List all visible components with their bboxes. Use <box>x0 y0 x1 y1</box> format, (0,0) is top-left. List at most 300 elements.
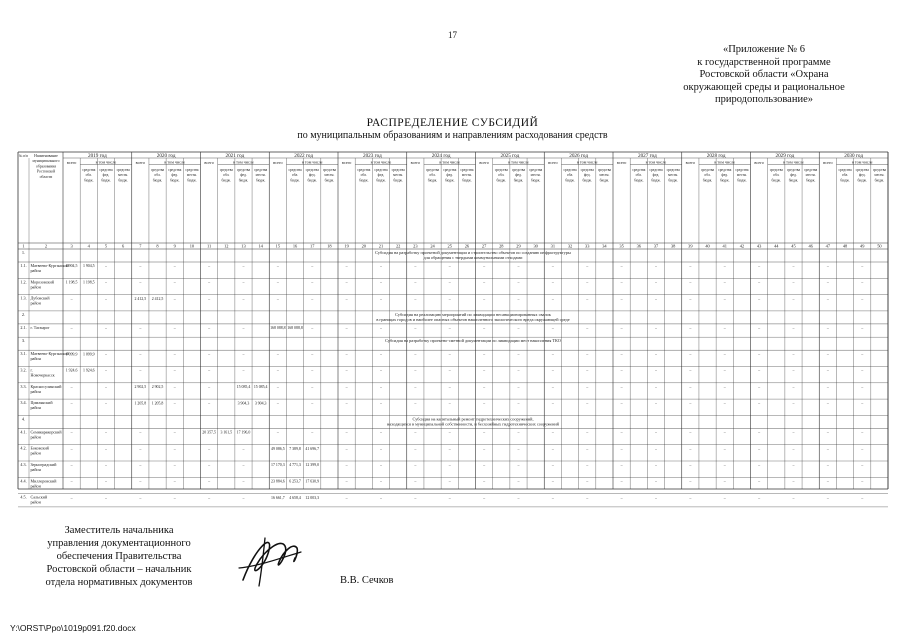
table-cell-dash: – <box>517 384 520 389</box>
municipality-name: район <box>30 405 41 411</box>
subheader-source: бюдж. <box>152 178 163 183</box>
table-cell-dash: – <box>345 351 348 357</box>
table-cell-dash: – <box>345 494 348 500</box>
column-number: 6 <box>122 243 125 249</box>
table-cell-dash: – <box>311 279 314 285</box>
table-cell-dash: – <box>379 494 382 500</box>
table-cell-value: 6 253,7 <box>289 479 301 484</box>
table-cell-value: 49 086,5 <box>271 446 285 451</box>
signer-name: В.В. Сечков <box>340 575 394 586</box>
table-cell-dash: – <box>414 325 417 331</box>
section-title: Субсидия на разработку проектной документации и строительство объектов по созданию инфраструктуры <box>375 250 571 255</box>
column-number: 3 <box>70 243 73 249</box>
subheader-source: бюдж. <box>771 178 782 183</box>
column-number: 2 <box>44 243 48 249</box>
table-cell-dash: – <box>104 494 107 500</box>
subheader-source: фед. <box>652 173 660 178</box>
table-cell-dash: – <box>792 429 795 435</box>
table-cell-dash: – <box>758 429 761 435</box>
subheader-source: бюдж. <box>307 178 317 183</box>
table-cell-dash: – <box>826 367 829 373</box>
table-cell-dash: – <box>173 494 176 500</box>
subheader-source: обл. <box>704 173 711 178</box>
table-cell-dash: – <box>586 263 589 269</box>
table-cell-dash: – <box>242 445 245 451</box>
table-cell-dash: – <box>654 462 657 468</box>
table-cell-dash: – <box>104 279 107 285</box>
table-cell-dash: – <box>242 325 245 331</box>
subheader-total: всего <box>754 160 764 165</box>
table-cell-value: 15 085,4 <box>236 385 251 389</box>
table-cell-dash: – <box>723 325 726 331</box>
subheader-source: обл. <box>566 173 574 178</box>
table-cell-dash: – <box>792 367 795 373</box>
subheader-source: бюдж. <box>187 178 197 183</box>
table-cell-dash: – <box>379 367 382 373</box>
annex-line: окружающей среды и рациональное <box>683 81 845 93</box>
table-cell-value: 17 170,3 <box>271 463 285 468</box>
column-number: 43 <box>756 243 762 249</box>
table-cell-dash: – <box>551 462 554 468</box>
table-cell-dash: – <box>242 279 245 285</box>
subheader-source: фед. <box>377 173 385 178</box>
table-cell-dash: – <box>826 263 829 269</box>
column-number: 25 <box>447 243 452 249</box>
table-cell-dash: – <box>620 462 623 468</box>
table-cell-dash: – <box>448 462 451 468</box>
subheader-source: бюдж. <box>530 178 541 183</box>
table-cell-dash: – <box>104 295 107 301</box>
table-cell-dash: – <box>104 462 107 468</box>
table-cell-value: 1 904,5 <box>65 264 78 269</box>
table-cell-dash: – <box>620 400 623 406</box>
subheader-source: средства <box>305 168 319 172</box>
year-header: 2023 год <box>362 153 382 160</box>
column-number: 46 <box>808 243 813 249</box>
subheader-source: обл. <box>154 173 161 178</box>
table-cell-dash: – <box>483 384 486 389</box>
table-cell-dash: – <box>620 279 623 285</box>
table-cell-dash: – <box>620 478 623 484</box>
table-cell-dash: – <box>654 400 657 406</box>
table-cell-dash: – <box>620 429 623 435</box>
table-cell-dash: – <box>758 325 761 331</box>
table-cell-dash: – <box>70 400 73 406</box>
table-cell-dash: – <box>208 494 211 500</box>
table-cell-value: 3 161,5 <box>220 430 233 435</box>
subheader-source: бюдж. <box>651 178 661 183</box>
subheader-source: бюдж. <box>565 178 575 183</box>
subheader-source: средства <box>804 168 818 172</box>
column-number: 44 <box>774 243 779 249</box>
table-cell-dash: – <box>414 384 417 389</box>
column-number: 39 <box>688 243 693 249</box>
table-cell-dash: – <box>586 367 589 373</box>
table-cell-dash: – <box>276 263 279 269</box>
table-cell-dash: – <box>551 384 554 389</box>
table-cell-dash: – <box>448 384 451 389</box>
subheader-total: всего <box>341 160 352 165</box>
subheader-source: бюдж. <box>101 178 111 183</box>
column-number: 14 <box>258 243 263 249</box>
annex-line: «Приложение № 6 <box>722 44 806 55</box>
table-cell-dash: – <box>654 384 657 389</box>
table-cell-value: 16 661,7 <box>271 495 285 500</box>
subheader-source: обл. <box>635 173 642 178</box>
subheader-source: средства <box>872 168 886 172</box>
subheader-source: средства <box>168 168 182 172</box>
table-cell-dash: – <box>620 384 623 389</box>
column-number: 7 <box>139 243 142 249</box>
column-number: 4 <box>87 243 90 249</box>
table-cell-value: 4 771,3 <box>289 463 301 468</box>
table-cell-dash: – <box>758 367 761 373</box>
subheader-source: фед. <box>446 173 454 178</box>
table-cell-dash: – <box>208 325 211 331</box>
table-cell-dash: – <box>517 367 520 373</box>
section-title: в границах городов и наиболее опасных объектов накопленного экологического вреда окружающей среде <box>376 316 570 322</box>
table-cell-dash: – <box>104 367 107 373</box>
row-number: 3.1. <box>20 351 27 357</box>
subheader-source: фед. <box>721 173 729 178</box>
table-cell-dash: – <box>586 400 589 406</box>
table-cell-dash: – <box>311 367 314 373</box>
table-cell-value: 1 924,6 <box>65 368 78 373</box>
table-cell-dash: – <box>551 351 554 357</box>
table-cell-value: 3 904,3 <box>237 401 250 406</box>
table-cell-dash: – <box>758 400 761 406</box>
table-cell-dash: – <box>276 429 279 435</box>
table-cell-dash: – <box>517 478 520 484</box>
table-cell-value: 1 904,5 <box>82 264 95 269</box>
row-number: 1.3. <box>20 295 27 301</box>
table-cell-dash: – <box>70 478 73 484</box>
row-number: 4.1. <box>20 429 27 435</box>
annex-line: природопользование» <box>714 94 813 106</box>
table-cell-dash: – <box>345 462 348 468</box>
table-cell-dash: – <box>345 279 348 285</box>
subheader-included: в том числе <box>508 159 529 165</box>
table-cell-dash: – <box>448 429 451 435</box>
table-cell-dash: – <box>723 445 726 451</box>
column-number: 21 <box>378 243 384 249</box>
section-number: 2. <box>21 311 26 317</box>
table-cell-dash: – <box>861 367 864 373</box>
table-cell-value: 7 389,8 <box>289 446 301 451</box>
table-cell-dash: – <box>379 325 382 331</box>
table-cell-dash: – <box>689 400 692 406</box>
table-cell-dash: – <box>551 367 554 373</box>
signer-line: Заместитель начальника <box>64 525 174 536</box>
subheader-source: бюдж. <box>169 178 180 183</box>
table-cell-dash: – <box>345 445 348 451</box>
table-cell-dash: – <box>483 478 486 484</box>
table-cell-dash: – <box>483 279 486 285</box>
column-number: 47 <box>825 243 831 249</box>
header-municipality: области <box>39 174 53 179</box>
header-municipality: Ростовской <box>36 169 56 174</box>
table-cell-dash: – <box>861 494 864 500</box>
table-cell-dash: – <box>414 279 417 285</box>
subheader-total: всего <box>616 160 627 165</box>
row-number: 3.3. <box>20 383 27 389</box>
table-cell-dash: – <box>861 384 864 389</box>
subheader-source: средства <box>185 168 199 172</box>
column-number: 30 <box>533 243 538 249</box>
table-cell-dash: – <box>448 279 451 285</box>
subheader-source: средства <box>236 168 251 172</box>
table-cell-dash: – <box>104 429 107 435</box>
table-cell-dash: – <box>379 263 382 269</box>
subheader-source: бюдж. <box>238 178 249 183</box>
municipality-name: г. Таганрог <box>30 324 50 330</box>
municipality-name: г. <box>30 367 33 373</box>
table-cell-dash: – <box>345 400 348 406</box>
subheader-source: бюдж. <box>840 178 850 183</box>
table-cell-dash: – <box>517 400 520 406</box>
municipality-name: район <box>30 388 41 394</box>
subheader-source: бюдж. <box>719 178 730 183</box>
table-cell-dash: – <box>586 279 589 285</box>
table-cell-dash: – <box>861 462 864 468</box>
column-number: 48 <box>842 243 848 249</box>
table-cell-dash: – <box>483 445 486 451</box>
column-number: 12 <box>224 243 229 249</box>
table-cell-dash: – <box>517 295 520 301</box>
table-cell-dash: – <box>792 295 795 301</box>
subheader-included: в том числе <box>714 159 736 165</box>
table-cell-value: 12 003,3 <box>305 495 320 500</box>
table-cell-dash: – <box>139 367 142 373</box>
year-header: 2021 год <box>225 153 245 160</box>
subheader-source: бюдж. <box>84 178 94 183</box>
table-cell-dash: – <box>242 295 245 301</box>
table-cell-dash: – <box>758 263 761 269</box>
municipality-name: Морозовский <box>30 279 54 285</box>
table-cell-dash: – <box>139 494 142 500</box>
table-cell-dash: – <box>104 325 107 331</box>
table-cell-dash: – <box>517 445 520 451</box>
municipality-name: район <box>30 268 41 273</box>
subheader-source: средства <box>494 168 508 172</box>
table-cell-dash: – <box>104 263 107 269</box>
subheader-total: всего <box>135 160 146 165</box>
year-header: 2019 год <box>87 153 107 160</box>
table-cell-dash: – <box>139 279 142 285</box>
subheader-source: средства <box>374 168 388 172</box>
municipality-name: район <box>30 300 41 306</box>
year-header: 2022 год <box>294 153 314 160</box>
table-cell-dash: – <box>242 494 245 500</box>
table-cell-dash: – <box>276 400 279 406</box>
subheader-source: фед. <box>240 173 247 178</box>
row-number: 2.1. <box>20 324 27 330</box>
table-cell-dash: – <box>723 295 726 301</box>
subheader-source: местн. <box>461 173 472 178</box>
table-cell-dash: – <box>208 445 211 451</box>
subheader-source: средства <box>563 168 577 172</box>
table-cell-value: 1 198,5 <box>65 280 78 285</box>
table-cell-dash: – <box>242 478 245 484</box>
subheader-total: всего <box>204 160 214 165</box>
table-cell-dash: – <box>826 478 829 484</box>
table-cell-dash: – <box>586 384 589 389</box>
municipality-name: район <box>30 499 41 505</box>
table-cell-dash: – <box>689 263 692 269</box>
page-number: 17 <box>448 30 457 40</box>
column-number: 23 <box>413 243 418 249</box>
table-cell-dash: – <box>792 263 795 269</box>
subheader-source: бюдж. <box>376 178 386 183</box>
column-number: 17 <box>310 243 315 249</box>
table-cell-dash: – <box>242 367 245 373</box>
header-municipality: муниципального <box>32 159 60 164</box>
subheader-source: средства <box>425 168 440 172</box>
column-number: 49 <box>860 243 865 249</box>
subheader-source: бюдж. <box>737 178 747 183</box>
table-cell-dash: – <box>483 295 486 301</box>
year-header: 2026 год <box>569 153 589 160</box>
subheader-included: в том числе <box>95 159 117 165</box>
column-number: 40 <box>705 243 710 249</box>
table-cell-dash: – <box>379 279 382 285</box>
subheader-source: местн. <box>668 173 679 178</box>
row-number: 1.1. <box>20 263 27 268</box>
subheader-source: бюдж. <box>290 178 300 183</box>
table-cell-dash: – <box>276 279 279 285</box>
subheader-source: средства <box>219 168 233 172</box>
table-cell-dash: – <box>551 263 554 269</box>
table-cell-dash: – <box>173 367 176 373</box>
table-cell-dash: – <box>654 494 657 500</box>
table-cell-dash: – <box>483 325 486 331</box>
table-cell-dash: – <box>861 429 864 435</box>
table-cell-dash: – <box>654 279 657 285</box>
table-cell-dash: – <box>139 263 142 269</box>
table-cell-dash: – <box>689 445 692 451</box>
table-cell-dash: – <box>70 494 73 500</box>
municipality-name: район <box>30 434 41 440</box>
column-number: 24 <box>430 243 435 249</box>
table-cell-dash: – <box>345 295 348 301</box>
table-cell-dash: – <box>345 263 348 269</box>
column-number: 1 <box>22 243 25 249</box>
table-cell-dash: – <box>826 325 829 331</box>
table-cell-dash: – <box>758 295 761 301</box>
municipality-name: Дубовский <box>30 295 50 301</box>
subheader-source: средства <box>99 168 113 172</box>
table-cell-dash: – <box>242 263 245 269</box>
table-cell-dash: – <box>70 384 73 389</box>
table-cell-dash: – <box>586 445 589 451</box>
table-cell-dash: – <box>139 445 142 451</box>
table-cell-dash: – <box>483 429 486 435</box>
table-cell-dash: – <box>70 462 73 468</box>
table-cell-dash: – <box>826 351 829 357</box>
table-cell-dash: – <box>208 279 211 285</box>
table-cell-dash: – <box>208 400 211 406</box>
subheader-source: обл. <box>841 173 849 178</box>
signer-position <box>20 524 218 589</box>
subheader-source: фед. <box>583 173 591 178</box>
row-number: 4.5. <box>20 494 27 500</box>
table-cell-dash: – <box>311 295 314 301</box>
subheader-source: бюдж. <box>668 178 678 183</box>
table-cell-dash: – <box>311 263 314 269</box>
section-title: находящихся в муниципальной собственности, и бесхозяйных гидротехнических сооружений <box>387 421 559 427</box>
column-number: 38 <box>670 243 676 249</box>
table-cell-dash: – <box>414 367 417 373</box>
table-cell-dash: – <box>104 384 107 389</box>
table-cell-dash: – <box>448 494 451 500</box>
table-cell-dash: – <box>208 367 211 373</box>
table-cell-value: 23 884,6 <box>271 479 285 484</box>
table-cell-dash: – <box>551 429 554 435</box>
table-cell-dash: – <box>723 462 726 468</box>
table-cell-value: 17 196,0 <box>236 430 251 435</box>
table-cell-dash: – <box>758 478 761 484</box>
table-cell-dash: – <box>620 263 623 269</box>
table-cell-dash: – <box>620 494 623 500</box>
table-cell-dash: – <box>620 325 623 331</box>
subheader-total: всего <box>410 160 421 165</box>
subheader-source: бюдж. <box>427 178 438 183</box>
table-cell-value: 168 088,8 <box>270 326 286 331</box>
municipality-name: Новочеркасск <box>30 372 55 378</box>
subheader-source: средства <box>357 168 371 172</box>
section-number: 1. <box>21 250 26 255</box>
subsidy-table-grid <box>18 152 888 505</box>
table-cell-dash: – <box>723 263 726 269</box>
table-cell-dash: – <box>826 445 829 451</box>
subheader-source: обл. <box>291 173 299 178</box>
subheader-source: фед. <box>515 173 522 178</box>
annex-heading <box>664 44 864 107</box>
subheader-source: бюдж. <box>805 178 816 183</box>
subheader-source: средства <box>529 168 543 172</box>
table-cell-value: 15 085,4 <box>253 385 268 389</box>
handwritten-signature <box>235 528 305 590</box>
subheader-source: обл. <box>773 173 780 178</box>
table-cell-dash: – <box>861 445 864 451</box>
table-cell-dash: – <box>517 429 520 435</box>
column-number: 41 <box>722 243 727 249</box>
table-cell-dash: – <box>414 400 417 406</box>
subheader-source: средства <box>254 168 268 172</box>
annex-line: к государственной программе <box>697 56 831 68</box>
table-cell-dash: – <box>689 279 692 285</box>
table-cell-dash: – <box>517 279 520 285</box>
table-cell-dash: – <box>448 400 451 406</box>
table-cell-dash: – <box>723 478 726 484</box>
table-cell-dash: – <box>861 351 864 357</box>
table-cell-value: 1 924,6 <box>82 368 95 373</box>
table-cell-dash: – <box>689 478 692 484</box>
subheader-source: местн. <box>324 173 335 178</box>
row-number: 1.2. <box>20 279 27 285</box>
table-cell-dash: – <box>345 367 348 373</box>
table-cell-dash: – <box>173 384 176 389</box>
table-cell-dash: – <box>517 325 520 331</box>
subheader-source: средства <box>511 168 526 172</box>
table-cell-dash: – <box>448 367 451 373</box>
subheader-source: обл. <box>498 173 505 178</box>
municipality-name: район <box>30 284 41 290</box>
table-cell-dash: – <box>689 295 692 301</box>
table-cell-value: 2 902,5 <box>151 385 164 389</box>
table-cell-dash: – <box>723 351 726 357</box>
table-cell-value: 12 399,0 <box>305 463 320 468</box>
